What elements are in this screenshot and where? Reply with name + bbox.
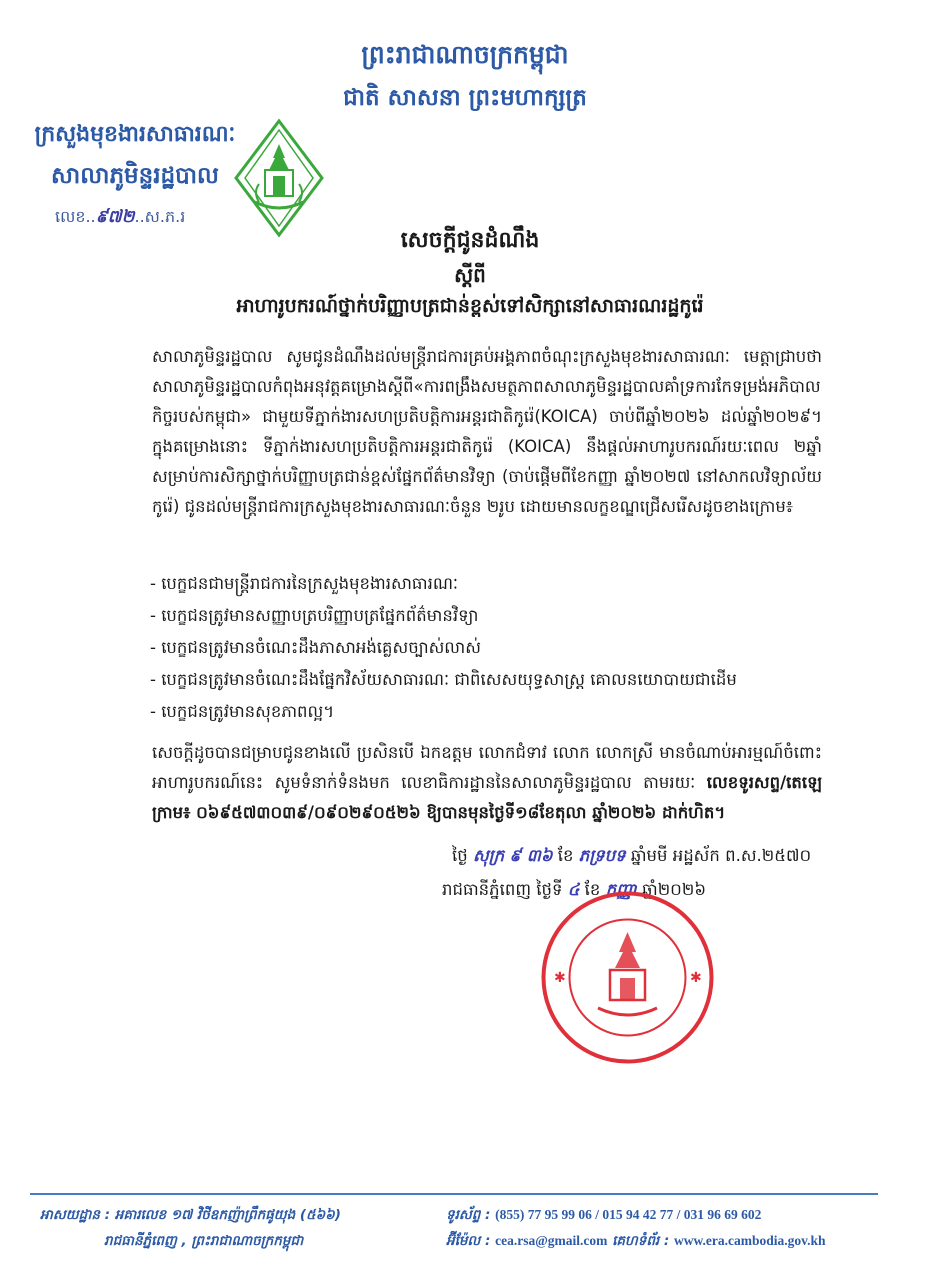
- school-logo-icon: [233, 118, 325, 238]
- body-paragraph-1: សាលាភូមិន្ទរដ្ឋបាល សូមជូនដំណឹងដល់មន្ត្រីរាជការគ្រប់អង្គភាពចំណុះក្រសួងមុខងារសាធារណៈ មេត្តាជ្រាបថា សាលាភូមិន្ទរដ្ឋបាលកំពុងអនុវត្តគម្រោងស្តីពី«ការពង្រឹងសមត្ថភាពសាលាភូមិន្ទរដ្ឋបាលគាំទ្រការកែទម្រង់អភិបាលកិច្ចរបស់កម្ពុជា» ជាមួយទីភ្នាក់ងារសហប្រតិបត្តិការអន្តរជាតិកូរ៉េ(KOICA) ចាប់ពីឆ្នាំ២០២៦ ដល់ឆ្នាំ២០២៩។ ក្នុងគម្រោងនោះ ទីភ្នាក់ងារសហប្រតិបត្តិការអន្តរជាតិកូរ៉េ (KOICA) នឹងផ្តល់អាហារូបករណ៍រយៈពេល ២ឆ្នាំ សម្រាប់ការសិក្សាថ្នាក់បរិញ្ញាបត្រជាន់ខ្ពស់ផ្នែកព័ត៌មានវិទ្យា (ចាប់ផ្តើមពីខែកញ្ញា ឆ្នាំ២០២៧ នៅសាកលវិទ្យាល័យកូរ៉េ) ជូនដល់មន្ត្រីរាជការក្រសួងមុខងារសាធារណៈចំនួន ២រូប ដោយមានលក្ខខណ្ឌជ្រើសរើសដូចខាងក្រោម៖: [152, 347, 822, 516]
- address-line-1: អគារលេខ ១៧ វិថីឧកញ៉ាព្រឹកផូយុង (៥៦៦): [114, 1207, 341, 1223]
- footer-divider: [30, 1193, 878, 1195]
- lunar-hand-day: ៩ ៣៦: [509, 846, 553, 865]
- website-label: គេហទំព័រ :: [612, 1233, 670, 1249]
- lunar-month-label: ខែ: [557, 846, 574, 865]
- body-paragraph-2-text: សេចក្តីដូចបានជម្រាបជូនខាងលើ ប្រសិនបើ ឯកឧត្តម លោកជំទាវ លោក លោកស្រី មានចំណាប់អារម្មណ៍ចំពោះអាហារូបករណ៍នេះ សូមទំនាក់ទំនងមក លេខាធិការដ្ឋាននៃសាលាភូមិន្ទរដ្ឋបាល តាមរយៈ: [152, 743, 822, 792]
- phone-value: (855) 77 95 99 06 / 015 94 42 77 / 031 96 69 602: [495, 1207, 762, 1222]
- footer-phone: [446, 1206, 761, 1226]
- solar-hand-month: កញ្ញា: [605, 880, 637, 899]
- lunar-suffix: ឆ្នាំមមី អដ្ឋស័ក ព.ស.២៥៧០: [630, 846, 812, 865]
- solar-prefix: រាជធានីភ្នំពេញ ថ្ងៃទី: [442, 880, 563, 899]
- lunar-hand-month: ភទ្របទ: [578, 846, 626, 865]
- official-seal-icon: [540, 890, 715, 1065]
- reference-suffix: ..ស.ភ.រ: [134, 207, 186, 226]
- email-value: cea.rsa@gmail.com: [495, 1233, 608, 1248]
- list-item: - បេក្ខជនត្រូវមានចំណេះដឹងផ្នែកវិស័យសាធារណៈ ជាពិសេសយុទ្ធសាស្ត្រ គោលនយោបាយជាដើម: [150, 670, 737, 689]
- solar-month-label: ខែ: [584, 880, 601, 899]
- lunar-hand-weekday: សុក្រ: [472, 846, 505, 865]
- svg-text:✱: ✱: [690, 970, 702, 986]
- national-motto: ជាតិ សាសនា ព្រះមហាក្សត្រ: [343, 84, 587, 111]
- footer-contact: [446, 1232, 826, 1252]
- website-value: www.era.cambodia.gov.kh: [674, 1233, 826, 1248]
- document-title: សេចក្តីជូនដំណឹង: [400, 228, 540, 253]
- document-subject: អាហារូបករណ៍ថ្នាក់បរិញ្ញាបត្រជាន់ខ្ពស់ទៅសិក្សានៅសាធារណរដ្ឋកូរ៉េ: [236, 295, 704, 317]
- footer-address-line-2: រាជធានីភ្នំពេញ , ព្រះរាជាណាចក្រកម្ពុជា: [104, 1233, 304, 1249]
- kingdom-title: ព្រះរាជាណាចក្រកម្ពុជា: [361, 40, 569, 69]
- svg-text:✱: ✱: [554, 970, 566, 986]
- list-item: - បេក្ខជនជាមន្ត្រីរាជការនៃក្រសួងមុខងារសាធារណៈ: [150, 574, 459, 593]
- list-item: - បេក្ខជនត្រូវមានចំណេះដឹងភាសាអង់គ្លេសច្បាស់លាស់: [150, 638, 481, 657]
- criteria-list: [150, 568, 840, 728]
- body-paragraph-2: [152, 738, 822, 834]
- solar-hand-day: ៤: [567, 880, 580, 899]
- list-item: - បេក្ខជនត្រូវមានសុខភាពល្អ។: [150, 702, 335, 721]
- address-label: អាសយដ្ឋាន :: [40, 1207, 111, 1223]
- footer-address: [40, 1206, 341, 1226]
- solar-suffix: ឆ្នាំ២០២៦: [641, 880, 707, 899]
- reference-prefix: លេខ..: [55, 207, 96, 226]
- reference-handwritten-number: ៩៧២: [95, 207, 135, 227]
- body-paragraph-2-contact: លេខទូរសព្ទ/តេឡេក្រាម៖ ០៦៩៥៧៣០៣៩/០៩០២៩០៥២៦ ឱ្យបានមុនថ្ងៃទី១៨ខែតុលា ឆ្នាំ២០២៦ ដាក់ហិត។: [152, 773, 822, 822]
- ministry-name: ក្រសួងមុខងារសាធារណៈ: [34, 121, 236, 147]
- list-item: - បេក្ខជនត្រូវមានសញ្ញាបត្របរិញ្ញាបត្រផ្នែកព័ត៌មានវិទ្យា: [150, 606, 479, 625]
- phone-label: ទូរស័ព្ទ :: [446, 1207, 491, 1223]
- school-name: សាលាភូមិន្ទរដ្ឋបាល: [51, 162, 219, 189]
- lunar-date-line: [452, 846, 811, 870]
- document-about-label: ស្តីពី: [454, 263, 486, 287]
- email-label: អ៊ីម៉ែល :: [446, 1233, 491, 1249]
- lunar-prefix: ថ្ងៃ: [452, 846, 468, 865]
- reference-number: [55, 206, 185, 231]
